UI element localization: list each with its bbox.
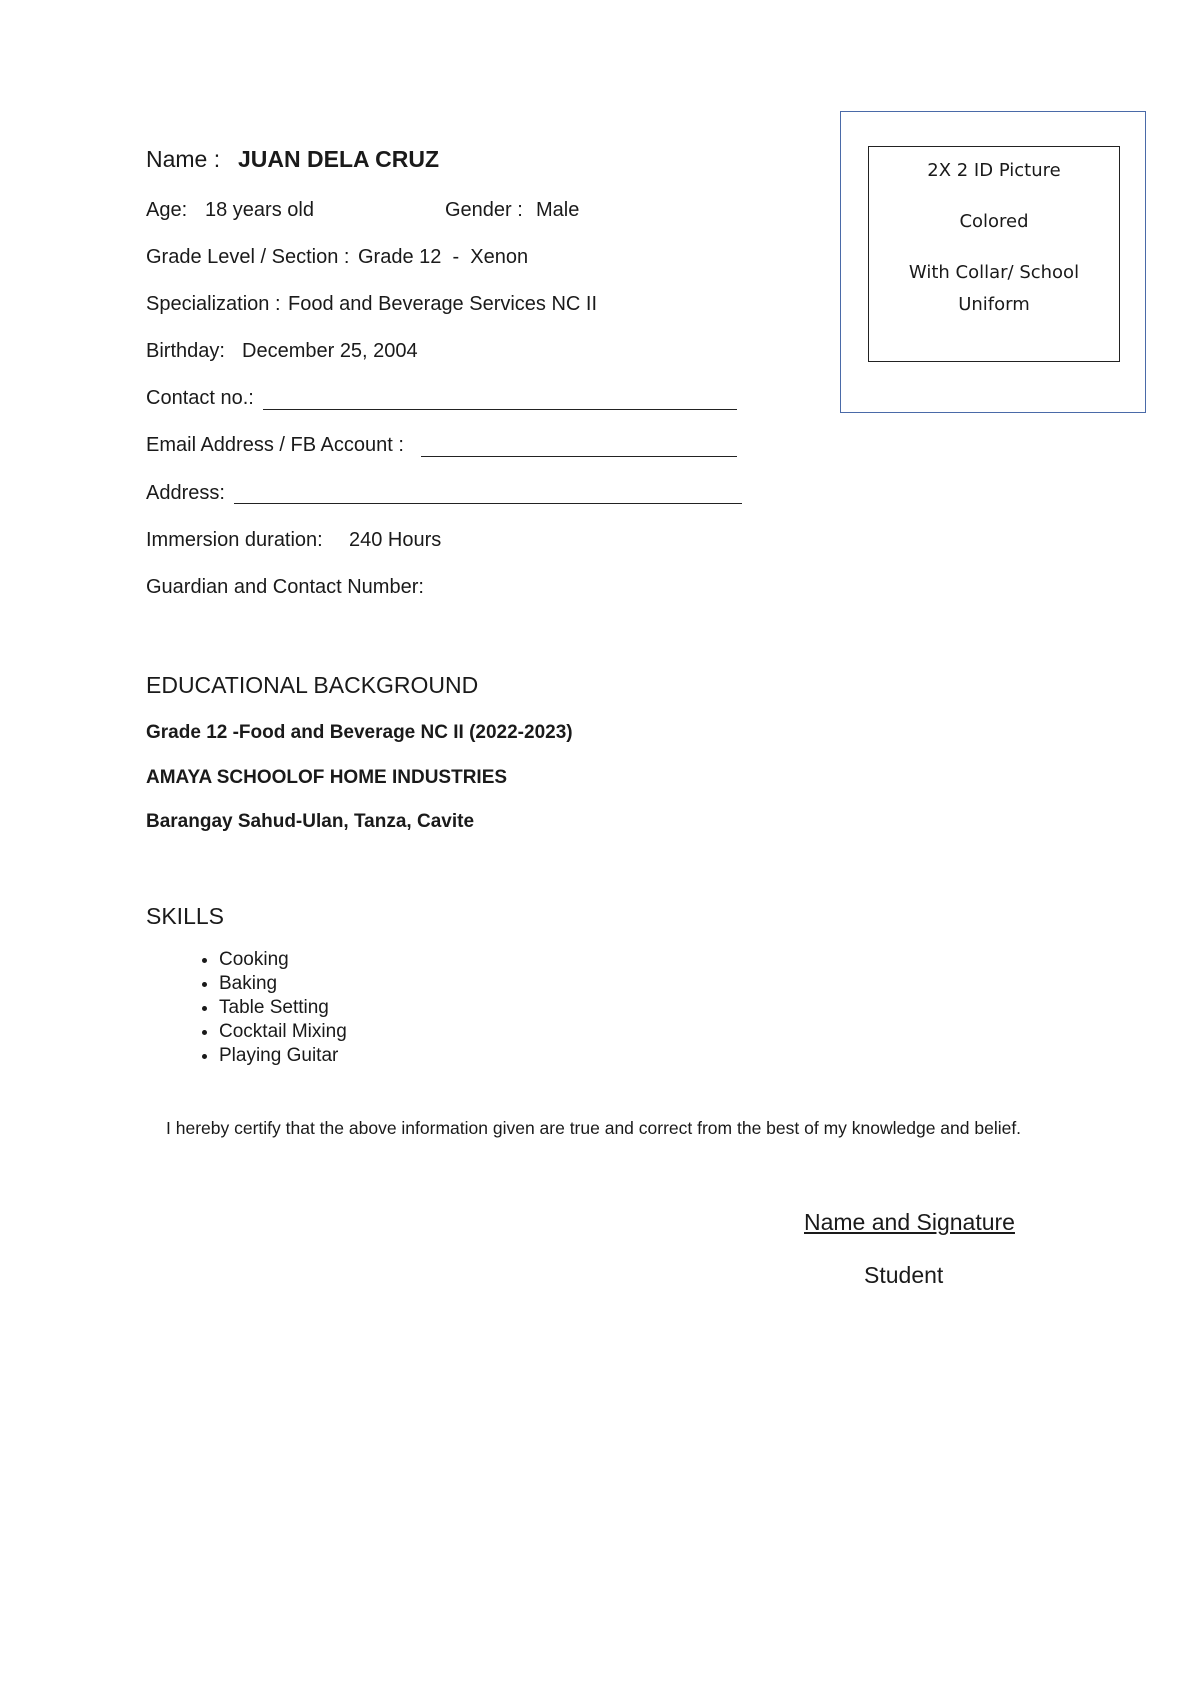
specialization-value: Food and Beverage Services NC II — [288, 293, 598, 315]
photo-line-1: 2X 2 ID Picture — [927, 160, 1061, 181]
photo-line-4: Uniform — [958, 294, 1030, 315]
certification-statement: I hereby certify that the above information given are true and correct from the best of my knowledge and belief. — [166, 1118, 1022, 1138]
skills-list — [146, 948, 347, 1068]
skill-item: • Baking — [219, 972, 347, 996]
address-blank-line — [234, 503, 742, 504]
skill-item: • Cocktail Mixing — [219, 1020, 347, 1044]
education-line-2: AMAYA SCHOOLOF HOME INDUSTRIES — [146, 767, 508, 788]
skill-item: • Table Setting — [219, 996, 347, 1020]
birthday-value: December 25, 2004 — [242, 340, 418, 362]
skills-title: SKILLS — [146, 903, 224, 929]
immersion-value: 240 Hours — [349, 529, 442, 551]
education-line-3: Barangay Sahud-Ulan, Tanza, Cavite — [146, 811, 475, 832]
photo-line-3: With Collar/ School — [908, 262, 1080, 283]
address-label: Address: — [146, 482, 225, 504]
skill-item: • Cooking — [219, 948, 347, 972]
age-value: 18 years old — [205, 199, 314, 221]
grade-label: Grade Level / Section : — [146, 246, 350, 268]
education-title: EDUCATIONAL BACKGROUND — [146, 672, 479, 698]
name-label: Name : — [146, 146, 221, 172]
id-photo-placeholder — [868, 146, 1120, 362]
birthday-label: Birthday: — [146, 340, 225, 362]
signature-label: Name and Signature — [804, 1209, 1015, 1235]
name-value: JUAN DELA CRUZ — [238, 146, 440, 172]
contact-label: Contact no.: — [146, 387, 254, 409]
photo-line-2: Colored — [959, 211, 1029, 232]
education-line-1: Grade 12 -Food and Beverage NC II (2022-2023) — [146, 722, 573, 743]
specialization-label: Specialization : — [146, 293, 281, 315]
gender-label: Gender : — [445, 199, 523, 221]
email-label: Email Address / FB Account : — [146, 434, 404, 456]
gender-value: Male — [536, 199, 580, 221]
contact-blank-line — [263, 409, 737, 410]
age-label: Age: — [146, 199, 188, 221]
skill-item: • Playing Guitar — [219, 1044, 347, 1068]
guardian-label: Guardian and Contact Number: — [146, 576, 424, 598]
signature-role: Student — [864, 1262, 944, 1288]
immersion-label: Immersion duration: — [146, 529, 323, 551]
grade-value: Grade 12 - Xenon — [358, 246, 529, 268]
email-blank-line — [421, 456, 737, 457]
